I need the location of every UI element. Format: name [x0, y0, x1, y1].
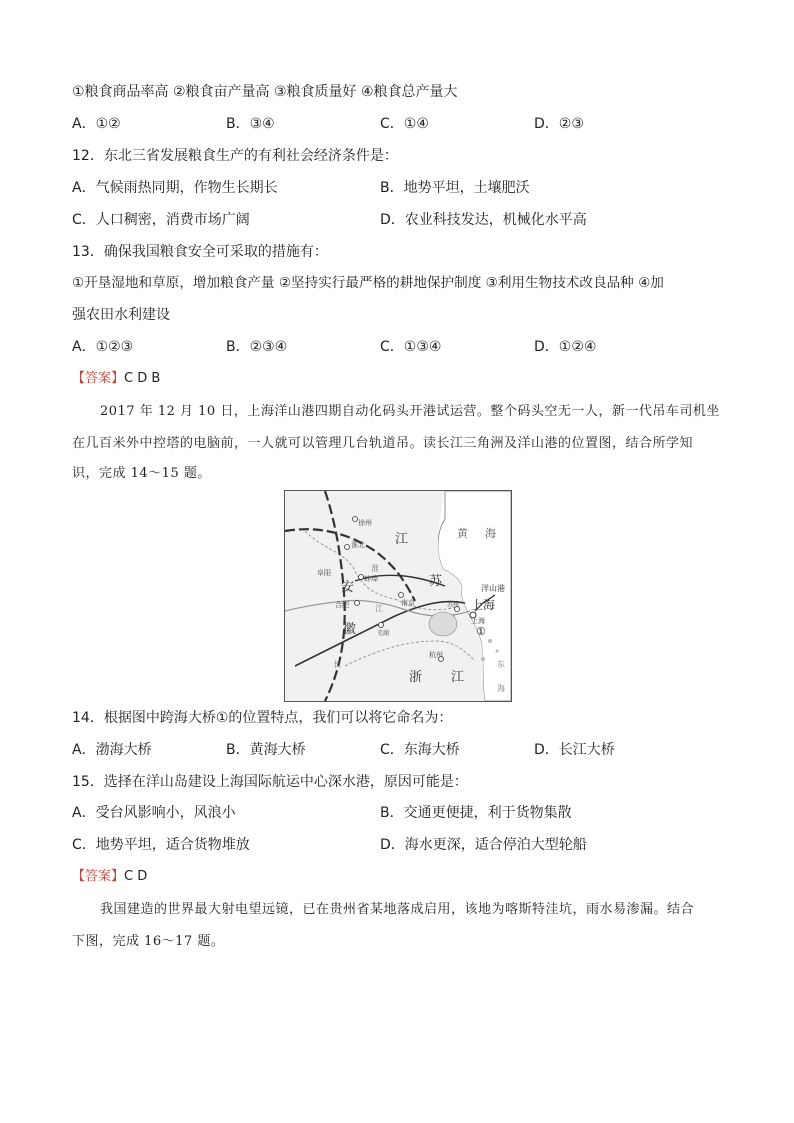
label-shanghai-small: 上海: [471, 617, 485, 625]
label-dong: 东: [497, 660, 505, 669]
passage1-line3: 识，完成 14～15 题。: [72, 466, 211, 481]
answer-label: 【答案】: [72, 371, 125, 386]
label-xuzhou: 徐州: [358, 519, 372, 527]
q12-option-c: C．人口稠密，消费市场广阔: [72, 212, 250, 228]
label-zhe: 浙: [409, 670, 423, 685]
city-marker-xuzhou: [353, 517, 358, 522]
answer-block-1: [72, 369, 160, 389]
label-huaibei: 淮北: [351, 541, 365, 549]
label-huanghai: 黄: [457, 527, 468, 540]
answer-value: C D: [124, 869, 148, 884]
q15-option-b: B．交通更便捷，利于货物集散: [380, 805, 572, 821]
island: [488, 639, 492, 643]
q13-option-a: A．①②③: [72, 339, 134, 355]
city-marker-huaibei: [345, 545, 350, 550]
q13-option-b: B．②③④: [226, 339, 288, 355]
q11-option-a: A．①②: [72, 116, 121, 132]
q14-option-d: D．长江大桥: [534, 742, 615, 758]
label-shanghai: 上海: [471, 598, 496, 612]
city-marker-bengbu: [359, 575, 364, 580]
label-yangshan: 洋山港: [481, 584, 505, 593]
label-bengbu: 蚌埠: [364, 575, 378, 583]
passage2-line2: 下图，完成 16～17 题。: [72, 934, 225, 949]
q15-stem: 15．选择在洋山岛建设上海国际航运中心深水港，原因可能是：: [72, 774, 468, 790]
label-jiang3: 江: [375, 604, 383, 613]
q14-option-a: A．渤海大桥: [72, 742, 152, 758]
label-nanjing: 南京: [401, 599, 415, 607]
q13-statements-line1: ①开垦湿地和草原，增加粮食产量 ②坚持实行最严格的耕地保护制度 ③利用生物技术改良品种 ④加: [72, 275, 664, 291]
label-su: 苏: [429, 574, 443, 589]
label-hai2: 海: [497, 684, 505, 693]
bridge-marker-1: ①: [476, 625, 486, 638]
q13-statements-line2: 强农田水利建设: [72, 307, 170, 323]
city-marker-wuhu: [379, 623, 384, 628]
label-fuyang: 阜阳: [317, 569, 331, 577]
label-huai: 淮: [371, 564, 379, 573]
passage2-line1: 我国建造的世界最大射电望远镜，已在贵州省某地落成启用，该地为喀斯特洼坑，雨水易渗漏。结合: [100, 902, 695, 917]
q14-option-c: C．东海大桥: [380, 742, 460, 758]
label-jiang: 江: [395, 532, 409, 547]
q13-stem: 13．确保我国粮食安全可采取的措施有：: [72, 244, 328, 260]
city-marker-nanjing: [399, 593, 404, 598]
q14-option-b: B．黄海大桥: [226, 742, 306, 758]
label-hai: 海: [485, 527, 496, 540]
yangtze-delta-map: [284, 490, 512, 702]
q12-stem: 12．东北三省发展粮食生产的有利社会经济条件是：: [72, 148, 398, 164]
q15-option-d: D．海水更深，适合停泊大型轮船: [380, 837, 587, 853]
q12-option-b: B．地势平坦，土壤肥沃: [380, 180, 530, 196]
q11-statements: ①粮食商品率高 ②粮食亩产量高 ③粮食质量好 ④粮食总产量大: [72, 84, 458, 100]
q15-option-c: C．地势平坦，适合货物堆放: [72, 837, 250, 853]
q15-option-a: A．受台风影响小，风浪小: [72, 805, 236, 821]
label-suzhou: 苏州: [447, 602, 460, 609]
q11-option-b: B．③④: [226, 116, 275, 132]
taihu-lake: [429, 612, 457, 636]
island: [496, 650, 499, 653]
answer-label: 【答案】: [72, 869, 125, 884]
label-wuhu: 芜湖: [377, 630, 390, 637]
map-svg: [285, 491, 511, 701]
label-chang: 长: [333, 660, 341, 669]
label-hangzhou: 杭州: [429, 651, 443, 659]
q13-option-c: C．①③④: [380, 339, 442, 355]
q11-option-c: C．①④: [380, 116, 429, 132]
label-jiang2: 江: [451, 670, 465, 685]
q12-option-a: A．气候雨热同期，作物生长期长: [72, 180, 278, 196]
answer-block-2: [72, 867, 147, 887]
label-hefei: 合肥: [335, 601, 349, 609]
q14-stem: 14．根据图中跨海大桥①的位置特点，我们可以将它命名为：: [72, 710, 453, 726]
q12-option-d: D．农业科技发达，机械化水平高: [380, 212, 587, 228]
q13-option-d: D．①②④: [534, 339, 597, 355]
passage1-line2: 在几百米外中控塔的电脑前，一人就可以管理几台轨道吊。读长江三角洲及洋山港的位置图，结合所学知: [72, 436, 694, 451]
label-an: 安: [341, 580, 355, 595]
passage1-line1: 2017 年 12 月 10 日，上海洋山港四期自动化码头开港试运营。整个码头空无一人，新一代吊车司机坐: [100, 404, 720, 419]
answer-value: C D B: [124, 371, 161, 386]
city-marker-hefei: [355, 601, 360, 606]
q11-option-d: D．②③: [534, 116, 584, 132]
island: [481, 657, 485, 661]
label-hui: 徽: [343, 622, 357, 637]
